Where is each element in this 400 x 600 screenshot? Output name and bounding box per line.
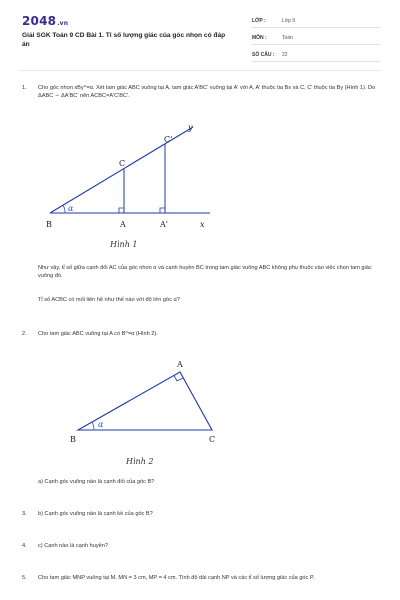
- question-text: b) Cạnh góc vuông nào là cạnh kề của góc B?: [38, 511, 153, 517]
- question-number: 3.: [22, 511, 27, 517]
- question-text: Cho tam giác ABC vuông tại A có B^=α (Hình 2).: [38, 331, 158, 337]
- meta-row-count: [252, 48, 380, 62]
- meta-value: Lớp 9: [282, 17, 296, 24]
- label-y: y: [188, 123, 193, 132]
- label-alpha: α: [68, 204, 74, 213]
- logo-tld: .vn: [57, 20, 69, 27]
- figure-1-caption: Hình 1: [110, 240, 138, 249]
- question-text: c) Cạnh nào là cạnh huyền?: [38, 543, 108, 549]
- page-title: Giải SGK Toán 9 CD Bài 1. Tỉ số lượng giác của góc nhọn có đáp án: [22, 32, 226, 48]
- meta-value: 22: [282, 51, 288, 58]
- question-text: Cho góc nhọn xBy^=α. Xét tam giác ABC vuông tại A, tam giác A'BC' vuông tại A' với A, A' thuộc tia Bx và C, C' thuộc tia By (Hình 1). Do ΔABC ∽ ΔA'BC' nên ACBC=A'C'BC'.: [38, 85, 376, 99]
- question-number: 4.: [22, 543, 27, 549]
- label-a: A: [120, 220, 126, 229]
- label-b: B: [70, 435, 76, 444]
- label-x: x: [200, 220, 205, 229]
- angle-arc: [63, 205, 65, 213]
- header: [0, 0, 400, 62]
- label-b: B: [46, 220, 52, 229]
- figure-2-caption: Hình 2: [126, 457, 154, 466]
- right-angle-a: [119, 208, 124, 213]
- question-number: 2.: [22, 331, 27, 337]
- figure-2: [60, 352, 240, 472]
- right-angle-a2: [160, 208, 165, 213]
- paragraph-2: Tỉ số ACBC có mối liên hệ như thế nào với độ lớn góc α?: [38, 297, 180, 303]
- right-angle-a: [174, 376, 183, 382]
- label-a: A: [177, 360, 183, 369]
- label-c: C: [209, 435, 216, 444]
- question-number: 5.: [22, 575, 27, 581]
- logo-text: 2048: [22, 14, 57, 28]
- meta-key: SỐ CÂU :: [252, 51, 275, 58]
- meta-info: [252, 14, 380, 65]
- paragraph-1: Như vậy, tỉ số giữa cạnh đối AC của góc nhọn α và cạnh huyền BC trong tam giác vuông ABC không phụ thuộc vào việc chọn tam giác vuông đó.: [38, 265, 372, 279]
- question-text: Cho tam giác MNP vuông tại M, MN = 3 cm, MP = 4 cm. Tính độ dài cạnh NP và các tỉ số lượng giác của góc P.: [38, 575, 315, 581]
- header-divider: [18, 70, 382, 71]
- label-alpha: α: [98, 420, 104, 429]
- meta-row-subject: [252, 31, 380, 45]
- meta-row-class: [252, 14, 380, 28]
- meta-key: MÔN :: [252, 34, 267, 41]
- question-2a: a) Cạnh góc vuông nào là cạnh đối của góc B?: [38, 479, 155, 485]
- label-c: C: [119, 159, 126, 168]
- meta-key: LỚP :: [252, 17, 266, 24]
- site-logo[interactable]: [22, 14, 68, 28]
- angle-arc: [92, 422, 94, 430]
- question-number: 1.: [22, 85, 27, 91]
- meta-value: Toán: [282, 34, 293, 41]
- figure-1: [40, 122, 240, 262]
- label-c-prime: C': [164, 135, 173, 144]
- label-a-prime: A': [160, 220, 168, 229]
